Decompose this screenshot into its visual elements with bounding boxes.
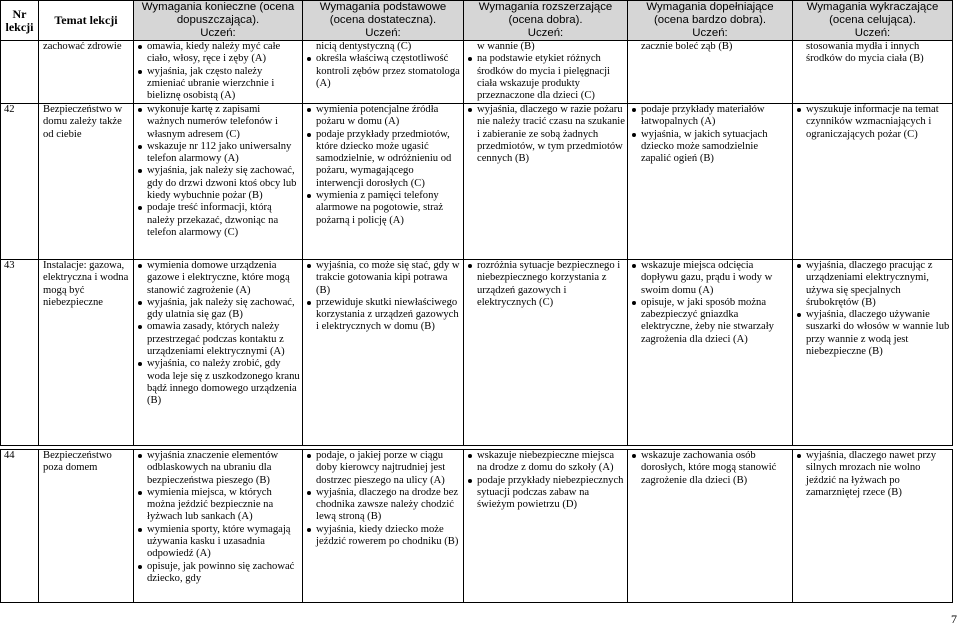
requirement-list	[136, 260, 300, 408]
bullet-item: określa właściwą częstotliwość kontroli zębów przez stomatologa (A)	[305, 53, 461, 90]
requirement-cell	[303, 104, 464, 260]
requirement-cell	[628, 260, 793, 446]
requirement-cell	[464, 450, 628, 603]
lesson-topic: Bezpieczeństwo w domu zależy także od ciebie	[39, 104, 134, 260]
bullet-item: rozróżnia sytuacje bezpiecznego i niebezpiecznego korzystania z urządzeń gazowych i elektrycznych (C)	[466, 260, 625, 309]
table-row	[1, 104, 953, 260]
header-complementary: Wymagania dopełniające (ocena bardzo dobra). Uczeń:	[628, 1, 793, 41]
requirement-list	[466, 260, 625, 309]
requirement-list	[630, 260, 790, 346]
bullet-item: wyjaśnia, dlaczego używanie suszarki do włosów w wannie lub przy wannie z wodą jest niebezpieczne (B)	[795, 309, 950, 358]
bullet-item: podaje przykłady niebezpiecznych sytuacji podczas zabaw na świeżym powietrzu (D)	[466, 475, 625, 512]
bullet-item: wyjaśnia, dlaczego na drodze bez chodnika zawsze należy chodzić lewą stroną (B)	[305, 487, 461, 524]
bullet-item: podaje treść informacji, którą należy przekazać, dzwoniąc na telefon alarmowy (C)	[136, 202, 300, 239]
lesson-topic: Instalacje: gazowa, elektryczna i wodna mogą być niebezpieczne	[39, 260, 134, 446]
requirement-cell	[464, 104, 628, 260]
requirement-cell	[464, 260, 628, 446]
continued-item: nicią dentystyczną (C)	[316, 41, 412, 52]
bullet-item: wyjaśnia, jak należy się zachować, gdy do drzwi dzwoni ktoś obcy lub kiedy wybuchnie pożar (B)	[136, 165, 300, 202]
continued-item: zacznie boleć ząb (B)	[641, 41, 733, 52]
requirement-cell	[793, 260, 953, 446]
bullet-item: wymienia z pamięci telefony alarmowe na pogotowie, straż pożarną i policję (A)	[305, 190, 461, 227]
requirement-cell	[134, 104, 303, 260]
lesson-number: 44	[1, 450, 39, 603]
header-exceeding: Wymagania wykraczające (ocena celująca). Uczeń:	[793, 1, 953, 41]
table-row	[1, 450, 953, 603]
bullet-item: wymienia domowe urządzenia gazowe i elektryczne, które mogą stanowić zagrożenie (A)	[136, 260, 300, 297]
requirement-list	[795, 104, 950, 141]
lesson-topic: Bezpieczeństwo poza domem	[39, 450, 134, 603]
requirement-cell	[134, 260, 303, 446]
requirement-list	[466, 450, 625, 511]
bullet-item: wymienia sporty, które wymagają używania kasku i uzasadnia odpowiedź (A)	[136, 524, 300, 561]
bullet-item: wyjaśnia, dlaczego nawet przy silnych mrozach nie wolno jeździć na łyżwach po zamarzniętej rzece (B)	[795, 450, 950, 499]
table-row	[1, 260, 953, 446]
requirement-cell	[134, 450, 303, 603]
requirement-cell	[303, 41, 464, 104]
bullet-item: wykonuje kartę z zapisami ważnych numerów telefonów i własnym adresem (C)	[136, 104, 300, 141]
bullet-item: podaje przykłady przedmiotów, które dziecko może ugasić samodzielnie, w odróżnieniu od pożaru, wymagającego interwencji dorosłych (C)	[305, 129, 461, 190]
requirement-cell	[464, 41, 628, 104]
bullet-item: wyjaśnia znaczenie elementów odblaskowych na ubraniu dla bezpieczeństwa pieszego (B)	[136, 450, 300, 487]
requirement-cell	[793, 41, 953, 104]
bullet-item: wyjaśnia, jak należy się zachować, gdy ulatnia się gaz (B)	[136, 297, 300, 322]
bullet-item: wskazuje niebezpieczne miejsca na drodze z domu do szkoły (A)	[466, 450, 625, 475]
header-extended: Wymagania rozszerzające (ocena dobra). Uczeń:	[464, 1, 628, 41]
requirement-list	[630, 450, 790, 487]
header-lesson-topic: Temat lekcji	[39, 1, 134, 41]
bullet-item: wyjaśnia, dlaczego w razie pożaru nie należy tracić czasu na szukanie i zabieranie ze sobą żadnych przedmiotów, w tym przedmiotów cennych (B)	[466, 104, 625, 165]
bullet-item: wyszukuje informacje na temat czynników wzmacniających i ograniczających pożar (C)	[795, 104, 950, 141]
bullet-item: omawia zasady, których należy przestrzegać podczas kontaktu z urządzeniami elektrycznymi (A)	[136, 321, 300, 358]
bullet-item: opisuje, jak powinno się zachować dziecko, gdy	[136, 561, 300, 586]
continued-item: w wannie (B)	[477, 41, 535, 52]
requirement-cell	[303, 260, 464, 446]
requirement-list	[305, 450, 461, 548]
requirement-list	[136, 450, 300, 585]
bullet-item: wyjaśnia, w jakich sytuacjach dziecko może samodzielnie zapalić ogień (B)	[630, 129, 790, 166]
header-basic: Wymagania podstawowe (ocena dostateczna). Uczeń:	[303, 1, 464, 41]
bullet-item: wskazuje zachowania osób dorosłych, które mogą stanowić zagrożenie dla dzieci (B)	[630, 450, 790, 487]
requirement-cell	[793, 450, 953, 603]
bullet-item: przewiduje skutki niewłaściwego korzystania z urządzeń gazowych i elektrycznych w domu (B)	[305, 297, 461, 334]
bullet-item: podaje, o jakiej porze w ciągu doby kierowcy najtrudniej jest dostrzec pieszego na ulicy (A)	[305, 450, 461, 487]
requirement-list	[466, 104, 625, 165]
page-number: 7	[951, 612, 957, 626]
bullet-item: na podstawie etykiet różnych środków do mycia i pielęgnacji ciała wskazuje produkty przeznaczone dla dzieci (C)	[466, 53, 625, 102]
requirement-cell	[793, 104, 953, 260]
bullet-item: wskazuje nr 112 jako uniwersalny telefon alarmowy (A)	[136, 141, 300, 166]
requirement-list	[630, 41, 790, 53]
lesson-number	[1, 41, 39, 104]
requirement-list	[305, 260, 461, 334]
bullet-item: wyjaśnia, co może się stać, gdy w trakcie gotowania kipi potrawa (B)	[305, 260, 461, 297]
header-required: Wymagania konieczne (ocena dopuszczająca). Uczeń:	[134, 1, 303, 41]
bullet-item: podaje przykłady materiałów łatwopalnych (A)	[630, 104, 790, 129]
requirement-list	[466, 41, 625, 102]
header-lesson-number: Nr lekcji	[1, 1, 39, 41]
requirement-list	[630, 104, 790, 165]
requirement-cell	[628, 104, 793, 260]
requirement-list	[136, 41, 300, 102]
requirement-list	[305, 104, 461, 227]
requirement-list	[136, 104, 300, 239]
lesson-number: 43	[1, 260, 39, 446]
table-row	[1, 41, 953, 104]
bullet-item: wyjaśnia, co należy zrobić, gdy woda leje się z uszkodzonego kranu bądź innego domowego urządzenia (B)	[136, 358, 300, 407]
bullet-item: opisuje, w jaki sposób można zabezpieczyć gniazdka elektryczne, żeby nie stwarzały zagrożenia dla dzieci (A)	[630, 297, 790, 346]
bullet-item: wymienia potencjalne źródła pożaru w domu (A)	[305, 104, 461, 129]
requirement-list	[795, 260, 950, 358]
bullet-item: omawia, kiedy należy myć całe ciało, włosy, ręce i zęby (A)	[136, 41, 300, 66]
lesson-number: 42	[1, 104, 39, 260]
requirement-list	[305, 41, 461, 90]
continued-item: stosowania mydła i innych środków do mycia ciała (B)	[806, 41, 924, 65]
lesson-topic: zachować zdrowie	[39, 41, 134, 104]
header-row	[1, 1, 953, 41]
bullet-item: wyjaśnia, kiedy dziecko może jeździć rowerem po chodniku (B)	[305, 524, 461, 549]
requirement-list	[795, 41, 950, 66]
bullet-item: wyjaśnia, jak często należy zmieniać ubranie wierzchnie i bieliznę osobistą (A)	[136, 66, 300, 103]
bullet-item: wymienia miejsca, w których można jeździć bezpiecznie na łyżwach lub sankach (A)	[136, 487, 300, 524]
requirement-cell	[303, 450, 464, 603]
requirement-cell	[628, 41, 793, 104]
requirement-list	[795, 450, 950, 499]
requirement-cell	[134, 41, 303, 104]
requirement-cell	[628, 450, 793, 603]
bullet-item: wyjaśnia, dlaczego pracując z urządzeniami elektrycznymi, używa się specjalnych śrubokrętów (B)	[795, 260, 950, 309]
bullet-item: wskazuje miejsca odcięcia dopływu gazu, prądu i wody w swoim domu (A)	[630, 260, 790, 297]
